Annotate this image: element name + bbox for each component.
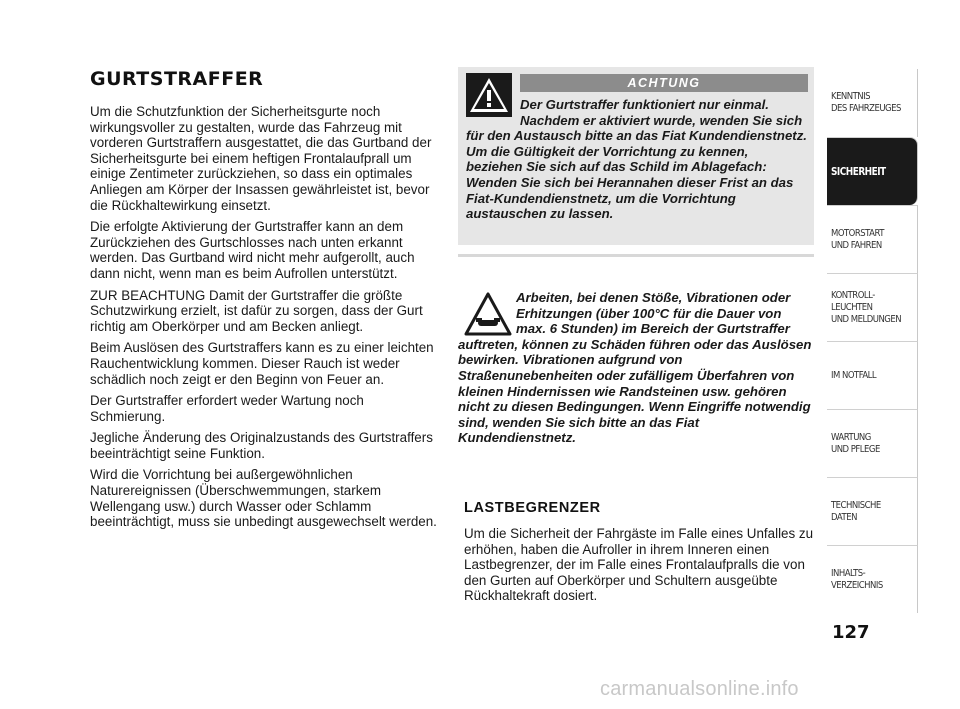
notice-text: Arbeiten, bei denen Stöße, Vibrationen oder Erhitzungen (über 100°C für die Dauer von max. 6 Stunden) im Bereich der Gurtstraffer auftreten, können zu Schäden führen oder das Auslösen bewirken. Vibrationen aufgrund von Straßenunebenheiten oder zufälligem Überfahren von kleinen Hindernissen wie Randsteinen usw. gehören nicht zu diesen Bedingungen. Wenn Eingriffe notwendig sind, wenden Sie sich bitte an das Fiat Kundendienstnetz. — [458, 290, 812, 446]
section-title-gurtstraffer: GURTSTRAFFER — [90, 68, 264, 90]
nav-item-kontrollleuchten[interactable] — [827, 273, 918, 341]
page-number: 127 — [832, 622, 870, 643]
paragraph: Der Gurtstraffer erfordert weder Wartung noch Schmierung. — [90, 393, 364, 424]
nav-item-im-notfall[interactable] — [827, 341, 918, 409]
section-title-lastbegrenzer: LASTBEGRENZER — [464, 500, 601, 516]
nav-item-label: WARTUNG UND PFLEGE — [831, 431, 880, 455]
nav-item-label: IM NOTFALL — [831, 369, 877, 381]
paragraph: Beim Auslösen des Gurtstraffers kann es zu einer leichten Rauchentwicklung kommen. Dieser Rauch ist weder schädlich noch zeigt er den Beginn von Feuer an. — [90, 340, 434, 387]
nav-item-label: SICHERHEIT — [831, 165, 886, 178]
nav-item-label: TECHNISCHE DATEN — [831, 499, 881, 523]
road-hazard-triangle-icon — [464, 292, 512, 336]
nav-item-kenntnis[interactable] — [827, 69, 918, 137]
paragraph: Die erfolgte Aktivierung der Gurtstraffer kann an dem Zurückziehen des Gurtschlosses nach unten erkannt werden. Das Gurtband wird nicht mehr aufgerollt, auch dann nicht, wenn man es beim Aufrollen unterstützt. — [90, 219, 415, 281]
nav-item-label: KONTROLL- LEUCHTEN UND MELDUNGEN — [831, 289, 902, 325]
nav-item-wartung[interactable] — [827, 409, 918, 477]
nav-item-label: INHALTS- VERZEICHNIS — [831, 567, 883, 591]
chapter-nav — [827, 69, 918, 613]
lastbegrenzer-section — [464, 500, 816, 604]
warning-text-block — [466, 97, 808, 222]
divider — [458, 254, 814, 257]
nav-item-label: MOTORSTART UND FAHREN — [831, 227, 884, 251]
warning-box — [458, 67, 814, 245]
left-column — [90, 68, 442, 536]
paragraph: Um die Sicherheit der Fahrgäste im Falle eines Unfalles zu erhöhen, haben die Aufroller in ihrem Inneren einen Lastbegrenzer, der im Falle eines Frontalaufpralls die von den Gurten auf Oberkörper und Schultern ausgeübte Rückhaltekraft dosiert. — [464, 526, 814, 604]
notice-block — [458, 290, 814, 446]
paragraph: Wird die Vorrichtung bei außergewöhnlichen Naturereignissen (Überschwemmungen, starkem Wellengang usw.) durch Wasser oder Schlamm beeinträchtigt, muss sie unbedingt ausgewechselt werden. — [90, 467, 437, 530]
warning-text: Der Gurtstraffer funktioniert nur einmal. Nachdem er aktiviert wurde, wenden Sie sich für den Austausch bitte an das Fiat Kundendienstnetz. Um die Gültigkeit der Vorrichtung zu kennen, beziehen Sie sich auf das Schild im Ablagefach: Wenden Sie sich bei Herannahen dieser Frist an das Fiat-Kundendienstnetz, um die Vorrichtung austauschen zu lassen. — [466, 97, 807, 222]
paragraph: Jegliche Änderung des Originalzustands des Gurtstraffers beeinträchtigt seine Funktion. — [90, 430, 433, 461]
nav-item-technische-daten[interactable] — [827, 477, 918, 545]
nav-item-inhaltsverzeichnis[interactable] — [827, 545, 918, 613]
nav-item-label: KENNTNIS DES FAHRZEUGES — [831, 91, 901, 114]
paragraph: Um die Schutzfunktion der Sicherheitsgurte noch wirkungsvoller zu gestalten, wurde das Fahrzeug mit vorderen Gurtstraffern ausgestattet, die das Gurtband der Sicherheitsgurte bei einem heftigen Frontalaufprall um einige Zentimeter zurückziehen, so dass ein optimales Anliegen am Körper der Insassen gewährleistet ist, bevor die Rückhaltewirkung einsetzt. — [90, 104, 432, 213]
paragraph: ZUR BEACHTUNG Damit der Gurtstraffer die größte Schutzwirkung erzielt, ist dafür zu sorgen, dass der Gurt richtig am Oberkörper und am Becken anliegt. — [90, 287, 423, 334]
nav-item-sicherheit[interactable] — [827, 137, 918, 205]
watermark: carmanualsonline.info — [600, 678, 799, 700]
nav-item-motorstart[interactable] — [827, 205, 918, 273]
warning-header: ACHTUNG — [520, 74, 808, 92]
